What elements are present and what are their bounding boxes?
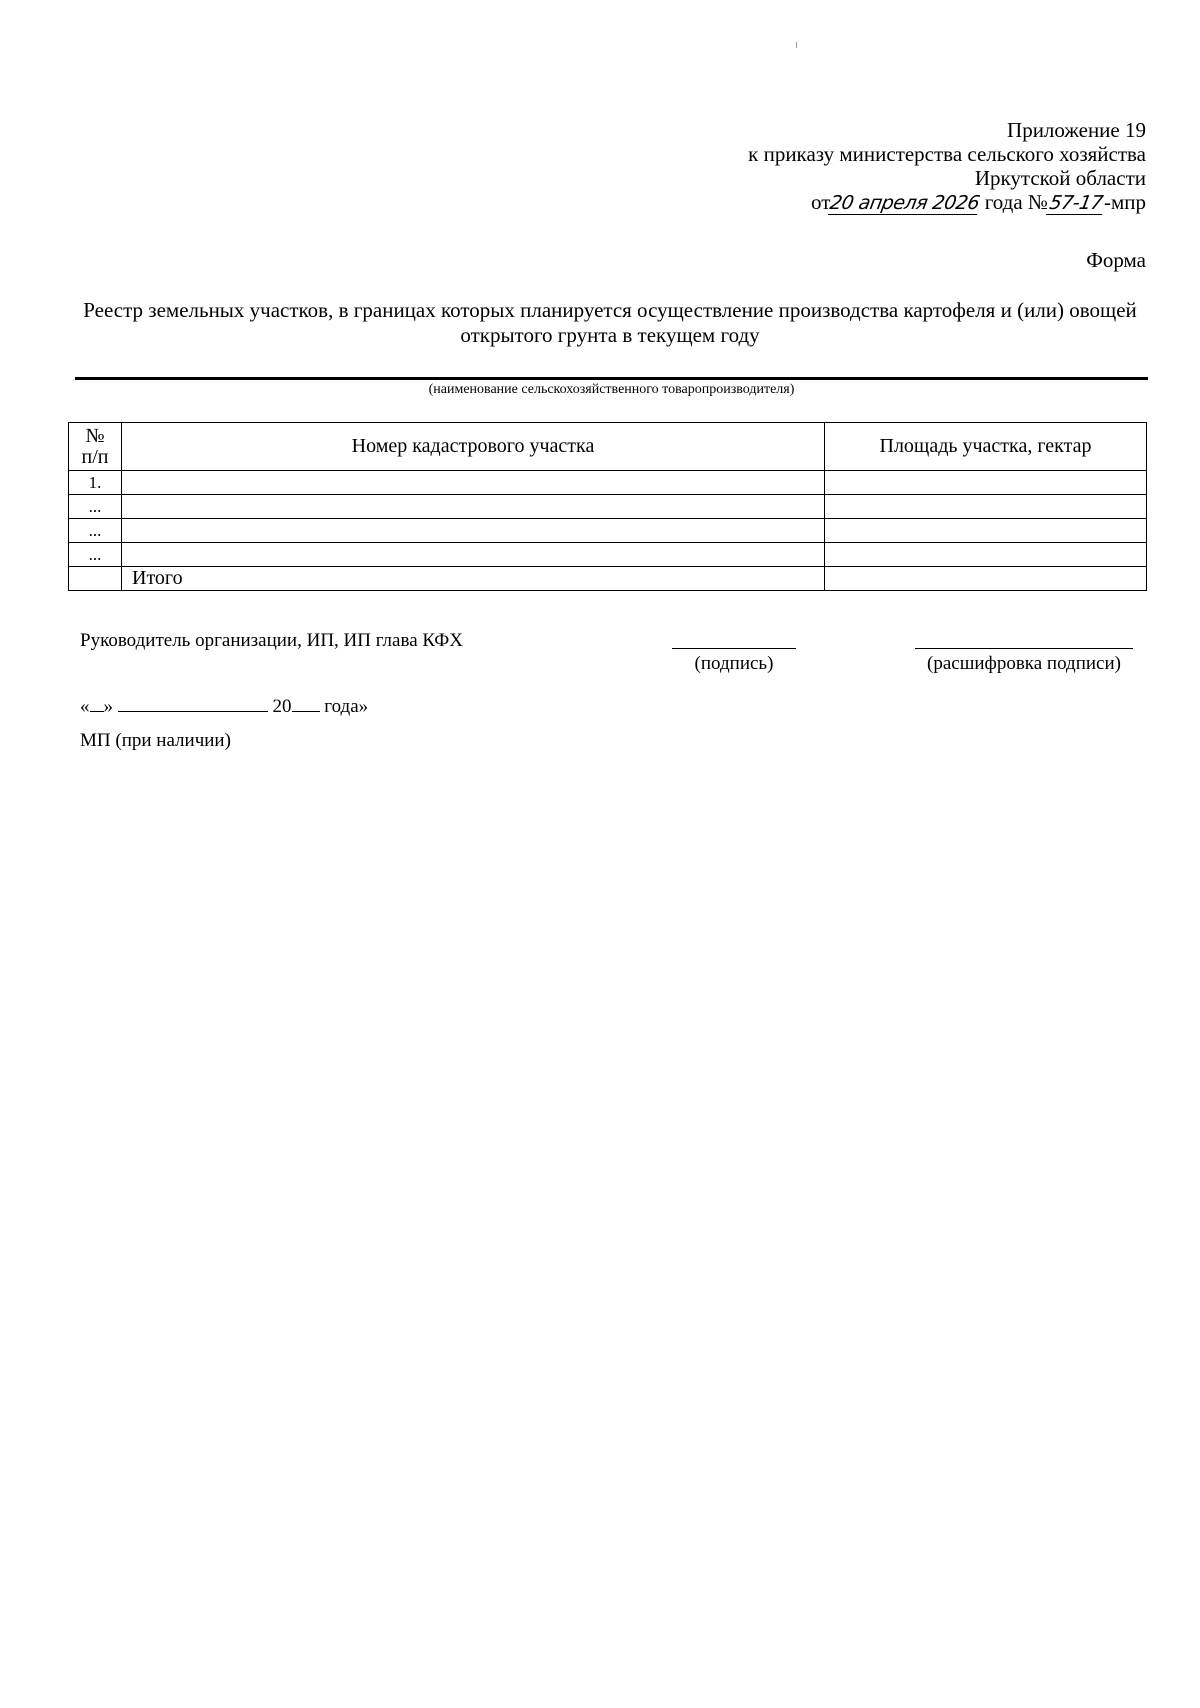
cadastral-cell xyxy=(122,495,825,519)
row-number: 1. xyxy=(69,471,122,495)
signature-caption: (подпись) xyxy=(694,653,774,674)
producer-name-line xyxy=(75,377,1148,380)
close-quote: » xyxy=(103,696,113,717)
decoding-caption: (расшифровка подписи) xyxy=(927,653,1121,674)
table-row xyxy=(69,543,1147,567)
document-title: Реестр земельных участков, в границах которых планируется осуществление производства картофеля и (или) овощей открытого грунта в текущем году xyxy=(83,298,1137,347)
table-header-row xyxy=(69,423,1147,471)
decoding-blank xyxy=(915,648,1133,649)
open-quote: « xyxy=(80,696,90,717)
total-area-cell xyxy=(825,567,1147,591)
area-cell xyxy=(825,471,1147,495)
total-number-cell xyxy=(69,567,122,591)
row-number: ... xyxy=(69,495,122,519)
day-blank xyxy=(90,711,104,712)
number-suffix: -мпр xyxy=(1103,190,1146,214)
handwritten-date: 20 апреля 2026 xyxy=(828,192,982,214)
signing-date-line xyxy=(80,696,368,718)
form-label: Форма xyxy=(1086,248,1146,272)
month-blank xyxy=(118,711,268,712)
appendix-date-line xyxy=(748,190,1146,215)
header-cadastral: Номер кадастрового участка xyxy=(122,423,825,471)
date-suffix: года № xyxy=(984,190,1048,214)
signature-blank xyxy=(672,648,796,649)
registry-table xyxy=(68,422,1147,591)
year-prefix: 20 xyxy=(272,696,292,717)
row-number: ... xyxy=(69,543,122,567)
cadastral-cell xyxy=(122,543,825,567)
area-cell xyxy=(825,519,1147,543)
appendix-title: Приложение 19 xyxy=(1007,118,1146,142)
cadastral-cell xyxy=(122,471,825,495)
total-label: Итого xyxy=(122,567,825,591)
row-number: ... xyxy=(69,519,122,543)
table-row xyxy=(69,519,1147,543)
appendix-region: Иркутской области xyxy=(974,166,1146,190)
appendix-order-ref: к приказу министерства сельского хозяйства xyxy=(748,142,1146,166)
handwritten-number: 57-17 xyxy=(1047,192,1105,214)
area-cell xyxy=(825,495,1147,519)
year-blank xyxy=(292,711,320,712)
header-area: Площадь участка, гектар xyxy=(825,423,1147,471)
stamp-label: МП (при наличии) xyxy=(80,730,231,751)
header-number xyxy=(69,423,122,471)
head-of-organization-label: Руководитель организации, ИП, ИП глава КФХ xyxy=(80,630,463,651)
appendix-block xyxy=(748,118,1146,215)
table-total-row xyxy=(69,567,1147,591)
header-number-symbol: № xyxy=(85,424,105,447)
cadastral-cell xyxy=(122,519,825,543)
header-number-abbrev: п/п xyxy=(81,445,109,468)
table-row xyxy=(69,495,1147,519)
year-suffix: года» xyxy=(324,696,369,717)
date-prefix: от xyxy=(811,190,831,214)
producer-caption: (наименование сельскохозяйственного товаропроизводителя) xyxy=(428,382,795,397)
table-row xyxy=(69,471,1147,495)
signature-slot xyxy=(672,648,796,675)
area-cell xyxy=(825,543,1147,567)
signature-decoding-slot xyxy=(915,648,1133,675)
scan-mark xyxy=(796,42,797,48)
